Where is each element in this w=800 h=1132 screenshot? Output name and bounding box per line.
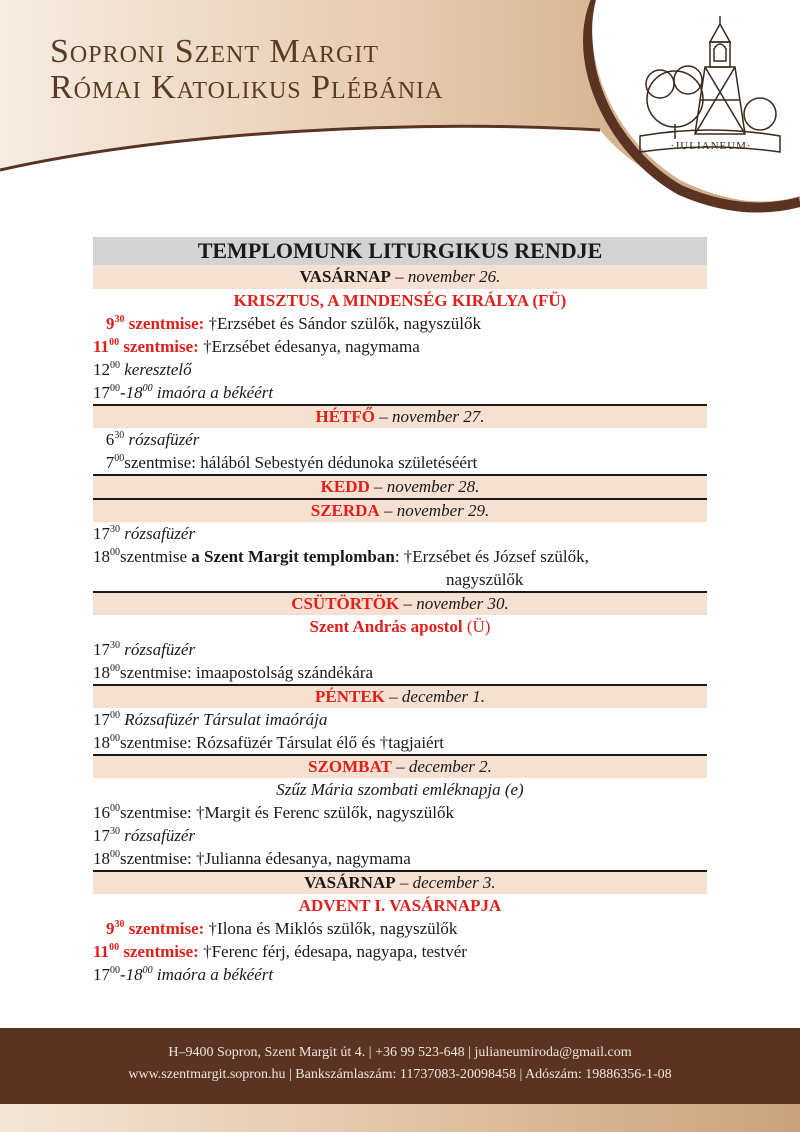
feast-christ-the-king: KRISZTUS, A MINDENSÉG KIRÁLYA (FÜ) [233,291,567,310]
day-header-sunday-dec3: VASÁRNAP – december 3. [93,870,707,894]
schedule-entry: $12^{00}$ keresztelő [93,360,192,379]
schedule-entry: $17^{30}$ rózsafüzér [93,524,196,543]
footer-contact-line: H–9400 Sopron, Szent Margit út 4. | +36 99 523-648 | julianeumiroda@gmail.com [168,1045,632,1060]
footer-bank-line: www.szentmargit.sopron.hu | Bankszámlaszám: 11737083-20098458 | Adószám: 19886356-1-08 [128,1067,672,1082]
schedule-entry: $16^{00}szentmise$: †Margit és Ferenc szülők, nagyszülők [93,803,454,822]
day-header-monday: HÉTFŐ – november 27. [93,404,707,428]
day-header-wednesday: SZERDA – november 29. [93,498,707,522]
schedule-entry: $17^{00}-18^{00}$ imaóra a békéért [93,965,274,984]
schedule-entry: $7^{00}szentmise$: hálából Sebestyén dédunoka születéséért [105,453,478,472]
schedule-entry: $9^{30}$ szentmise: †Ilona és Miklós szülők, nagyszülők [106,919,458,938]
schedule-entry: $18^{00}szentmise$: †Julianna édesanya, nagymama [93,849,411,868]
footer-gradient-strip [0,1104,800,1132]
schedule-entry: $18^{00}szentmise$: imaapostolság szándékára [93,663,374,682]
parish-title-line2: Római Katolikus Plébánia [50,69,444,106]
schedule-entry: $17^{00}$ Rózsafüzér Társulat imaórája [93,710,328,729]
schedule-entry-continuation: nagyszülők [446,570,524,589]
logo-banner-text: ·JULIANEUM· [670,140,752,152]
schedule-entry: $6^{30}$ rózsafüzér [105,430,200,449]
footer [0,1028,800,1104]
schedule-entry: $17^{00}-18^{00}$ imaóra a békéért [93,383,274,402]
day-header-thursday: CSÜTÖRTÖK – november 30. [93,591,707,615]
day-header-friday: PÉNTEK – december 1. [93,684,707,708]
schedule-entry: $9^{30}$ szentmise: †Erzsébet és Sándor szülők, nagyszülők [106,314,481,333]
feast-advent-sunday: ADVENT I. VASÁRNAPJA [298,896,502,915]
schedule-entry: $17^{30}$ rózsafüzér [93,826,196,845]
parish-title-line1: Soproni Szent Margit [50,33,380,70]
schedule-entry: $18^{00}szentmise$: Rózsafüzér Társulat élő és †tagjaiért [93,733,444,752]
feast-saturday-memorial: Szűz Mária szombati emléknapja (e) [276,780,524,799]
schedule-entry: $17^{30}$ rózsafüzér [93,640,196,659]
schedule-title: TEMPLOMUNK LITURGIKUS RENDJE [93,237,707,265]
schedule-entry: $18^{00}szentmise$ a Szent Margit templomban: †Erzsébet és József szülők, [93,547,589,566]
day-header-saturday: SZOMBAT – december 2. [93,754,707,778]
feast-saint-andrew: Szent András apostol (Ü) [309,617,491,636]
schedule-entry: $11^{00}$ szentmise: †Erzsébet édesanya, nagymama [93,337,420,356]
day-header-tuesday: KEDD – november 28. [93,474,707,498]
schedule-entry: $11^{00}$ szentmise: †Ferenc férj, édesapa, nagyapa, testvér [93,942,467,961]
day-header-sunday-nov26: VASÁRNAP – november 26. [93,265,707,289]
liturgical-schedule [93,237,707,986]
